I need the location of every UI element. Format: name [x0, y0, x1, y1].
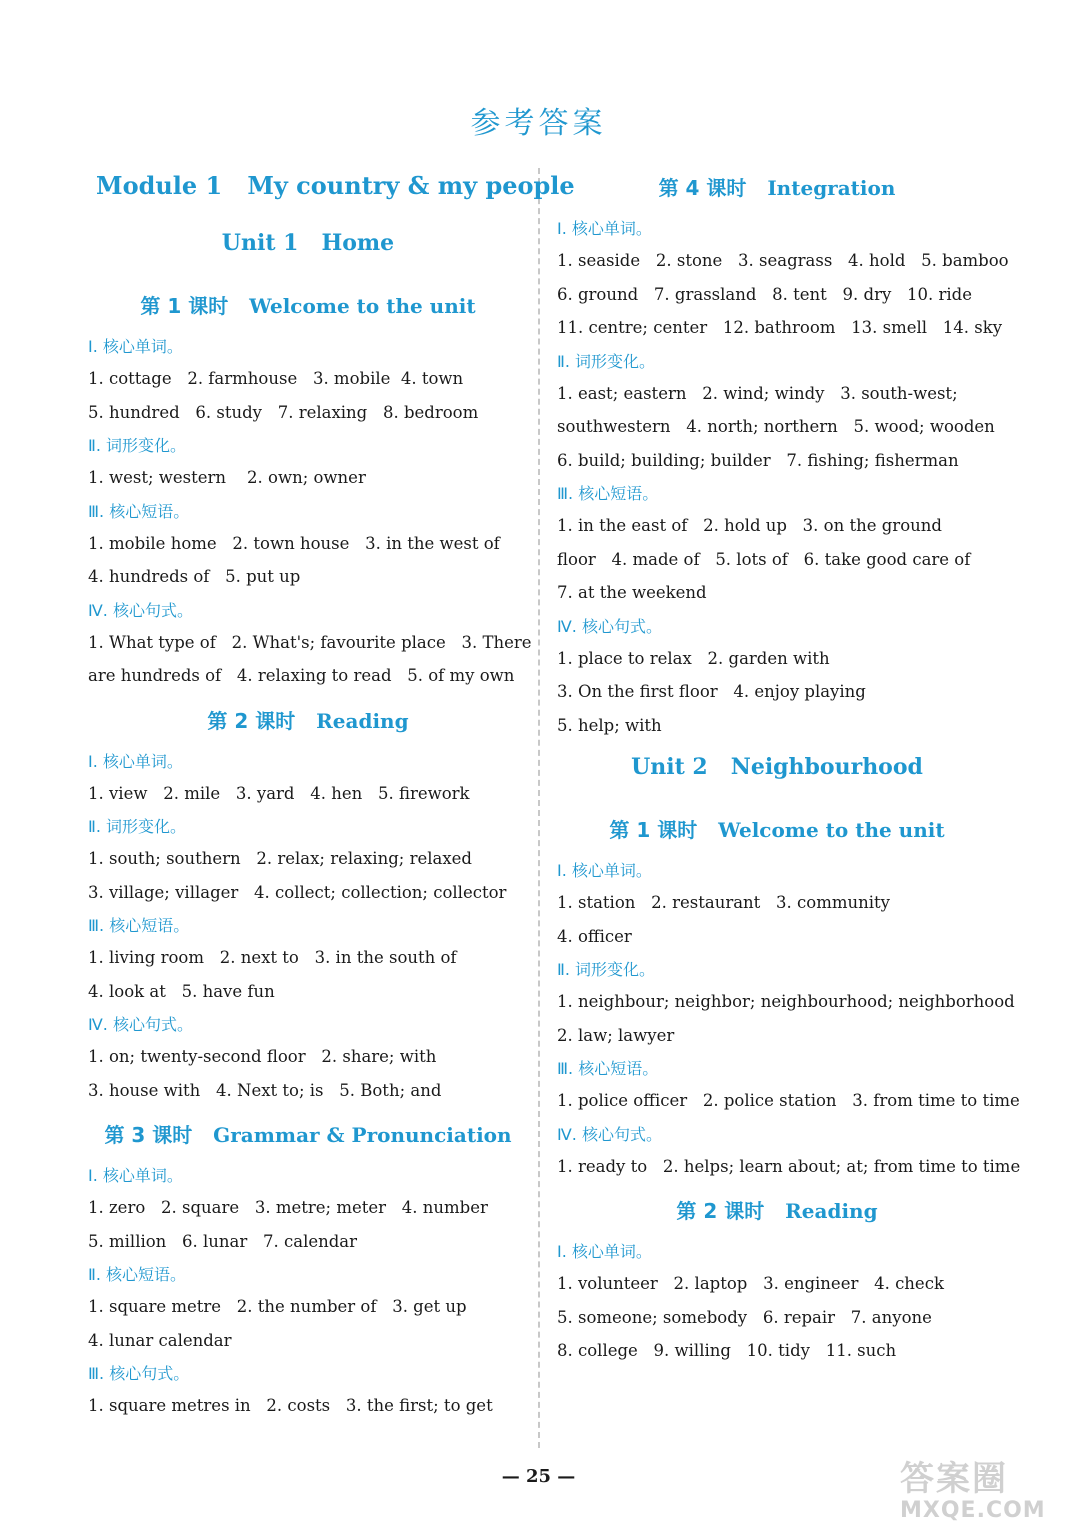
module-heading: Module 1 My country & my people — [96, 171, 575, 200]
lesson-title: Welcome to the unit — [718, 818, 945, 842]
answer-line: 5. someone; somebody 6. repair 7. anyone — [557, 1307, 932, 1327]
lesson-heading — [557, 160, 997, 212]
lesson-heading — [557, 1183, 997, 1235]
lesson-number: 第 2 课时 — [207, 708, 296, 733]
answer-line: 4. officer — [557, 926, 632, 946]
answer-line: 1. neighbour; neighbor; neighbourhood; neighborhood — [557, 992, 1015, 1011]
unit-heading: Unit 2 Neighbourhood — [631, 754, 923, 780]
section-label: Ⅲ. 核心短语。 — [557, 1059, 659, 1078]
page-number: — 25 — — [501, 1466, 576, 1487]
answer-line: 3. On the first floor 4. enjoy playing — [557, 682, 866, 701]
answer-line: floor 4. made of 5. lots of 6. take good care of — [557, 549, 971, 569]
answer-line: 1. living room 2. next to 3. in the south of — [88, 948, 457, 967]
answer-line: 1. mobile home 2. town house 3. in the west of — [88, 533, 500, 553]
section-label: Ⅰ. 核心单词。 — [88, 1166, 183, 1185]
answer-line: 8. college 9. willing 10. tidy 11. such — [557, 1341, 897, 1360]
answer-line: 7. at the weekend — [557, 583, 707, 602]
lesson-heading — [88, 693, 528, 745]
left-column — [88, 160, 575, 1423]
answer-line: 11. centre; center 12. bathroom 13. smell 14. sky — [557, 318, 1003, 337]
lesson-title: Reading — [785, 1199, 878, 1223]
right-column — [557, 160, 1021, 1368]
section-label: Ⅱ. 核心短语。 — [88, 1265, 187, 1284]
lesson-title: Welcome to the unit — [249, 294, 476, 318]
answer-line: 1. cottage 2. farmhouse 3. mobile 4. town — [88, 369, 464, 388]
lesson-number: 第 4 课时 — [658, 176, 747, 200]
section-label: Ⅱ. 词形变化。 — [557, 960, 656, 979]
answer-line: 1. east; eastern 2. wind; windy 3. south-west; — [557, 383, 958, 403]
answer-line: 1. view 2. mile 3. yard 4. hen 5. firework — [88, 783, 470, 803]
section-label: Ⅰ. 核心单词。 — [557, 1242, 652, 1261]
answer-line: 5. help; with — [557, 715, 662, 735]
section-label: Ⅳ. 核心句式。 — [557, 616, 662, 636]
answer-line: are hundreds of 4. relaxing to read 5. of my own — [88, 666, 515, 685]
answer-line: 1. on; twenty-second floor 2. share; with — [88, 1047, 437, 1066]
answer-line: 4. hundreds of 5. put up — [88, 567, 301, 586]
lesson-heading — [88, 278, 528, 330]
page-title: 参考答案 — [470, 106, 607, 141]
section-label: Ⅰ. 核心单词。 — [88, 751, 183, 771]
section-label: Ⅰ. 核心单词。 — [557, 861, 652, 880]
answer-line: 1. zero 2. square 3. metre; meter 4. number — [88, 1198, 488, 1217]
lesson-title: Reading — [316, 708, 409, 733]
answer-line: 1. What type of 2. What's; favourite place 3. There — [88, 632, 532, 652]
section-label: Ⅲ. 核心句式。 — [88, 1364, 190, 1383]
section-label: Ⅰ. 核心单词。 — [557, 219, 652, 238]
lesson-title: Integration — [767, 176, 896, 200]
answer-line: 1. south; southern 2. relax; relaxing; relaxed — [88, 849, 472, 868]
section-label: Ⅳ. 核心句式。 — [88, 600, 193, 620]
watermark-url: MXQE.COM — [900, 1498, 1046, 1523]
answer-line: 6. ground 7. grassland 8. tent 9. dry 10. ride — [557, 284, 973, 304]
lesson-number: 第 1 课时 — [609, 818, 698, 842]
watermark-logo — [900, 1460, 1060, 1530]
section-label: Ⅱ. 词形变化。 — [88, 436, 187, 455]
lesson-heading — [557, 802, 997, 854]
lesson-title: Grammar & Pronunciation — [213, 1123, 512, 1147]
answer-line: 6. build; building; builder 7. fishing; fisherman — [557, 450, 959, 470]
answer-line: southwestern 4. north; northern 5. wood; wooden — [557, 417, 995, 436]
answer-line: 1. square metre 2. the number of 3. get up — [88, 1297, 467, 1316]
column-divider — [538, 168, 540, 1448]
section-label: Ⅱ. 词形变化。 — [88, 817, 187, 836]
watermark-text: 答案圈 — [900, 1459, 1008, 1499]
answer-line: 1. place to relax 2. garden with — [557, 648, 830, 668]
answer-line: 1. seaside 2. stone 3. seagrass 4. hold 5. bamboo — [557, 251, 1009, 270]
answer-line: 1. west; western 2. own; owner — [88, 468, 366, 487]
answer-line: 2. law; lawyer — [557, 1025, 675, 1045]
answer-line: 1. volunteer 2. laptop 3. engineer 4. check — [557, 1274, 944, 1293]
answer-line: 1. in the east of 2. hold up 3. on the ground — [557, 516, 942, 535]
section-label: Ⅲ. 核心短语。 — [557, 484, 659, 503]
answer-line: 1. square metres in 2. costs 3. the first; to get — [88, 1396, 493, 1415]
lesson-number: 第 2 课时 — [676, 1199, 765, 1223]
answer-line: 1. ready to 2. helps; learn about; at; from time to time — [557, 1156, 1021, 1176]
section-label: Ⅱ. 词形变化。 — [557, 351, 656, 371]
lesson-number: 第 3 课时 — [104, 1123, 193, 1147]
section-label: Ⅳ. 核心句式。 — [557, 1124, 662, 1144]
lesson-number: 第 1 课时 — [140, 294, 229, 318]
answer-line: 5. million 6. lunar 7. calendar — [88, 1231, 358, 1251]
answer-line: 1. police officer 2. police station 3. from time to time — [557, 1091, 1020, 1110]
answer-line: 3. house with 4. Next to; is 5. Both; and — [88, 1080, 442, 1100]
answer-line: 5. hundred 6. study 7. relaxing 8. bedroom — [88, 402, 479, 422]
section-label: Ⅲ. 核心短语。 — [88, 501, 190, 521]
answer-line: 4. lunar calendar — [88, 1330, 232, 1350]
section-label: Ⅳ. 核心句式。 — [88, 1015, 193, 1034]
lesson-heading — [88, 1107, 528, 1159]
answer-line: 4. look at 5. have fun — [88, 981, 275, 1001]
section-label: Ⅲ. 核心短语。 — [88, 916, 190, 935]
unit-heading: Unit 1 Home — [221, 230, 395, 256]
section-label: Ⅰ. 核心单词。 — [88, 337, 183, 356]
answer-line: 1. station 2. restaurant 3. community — [557, 893, 890, 912]
answer-line: 3. village; villager 4. collect; collection; collector — [88, 882, 507, 902]
